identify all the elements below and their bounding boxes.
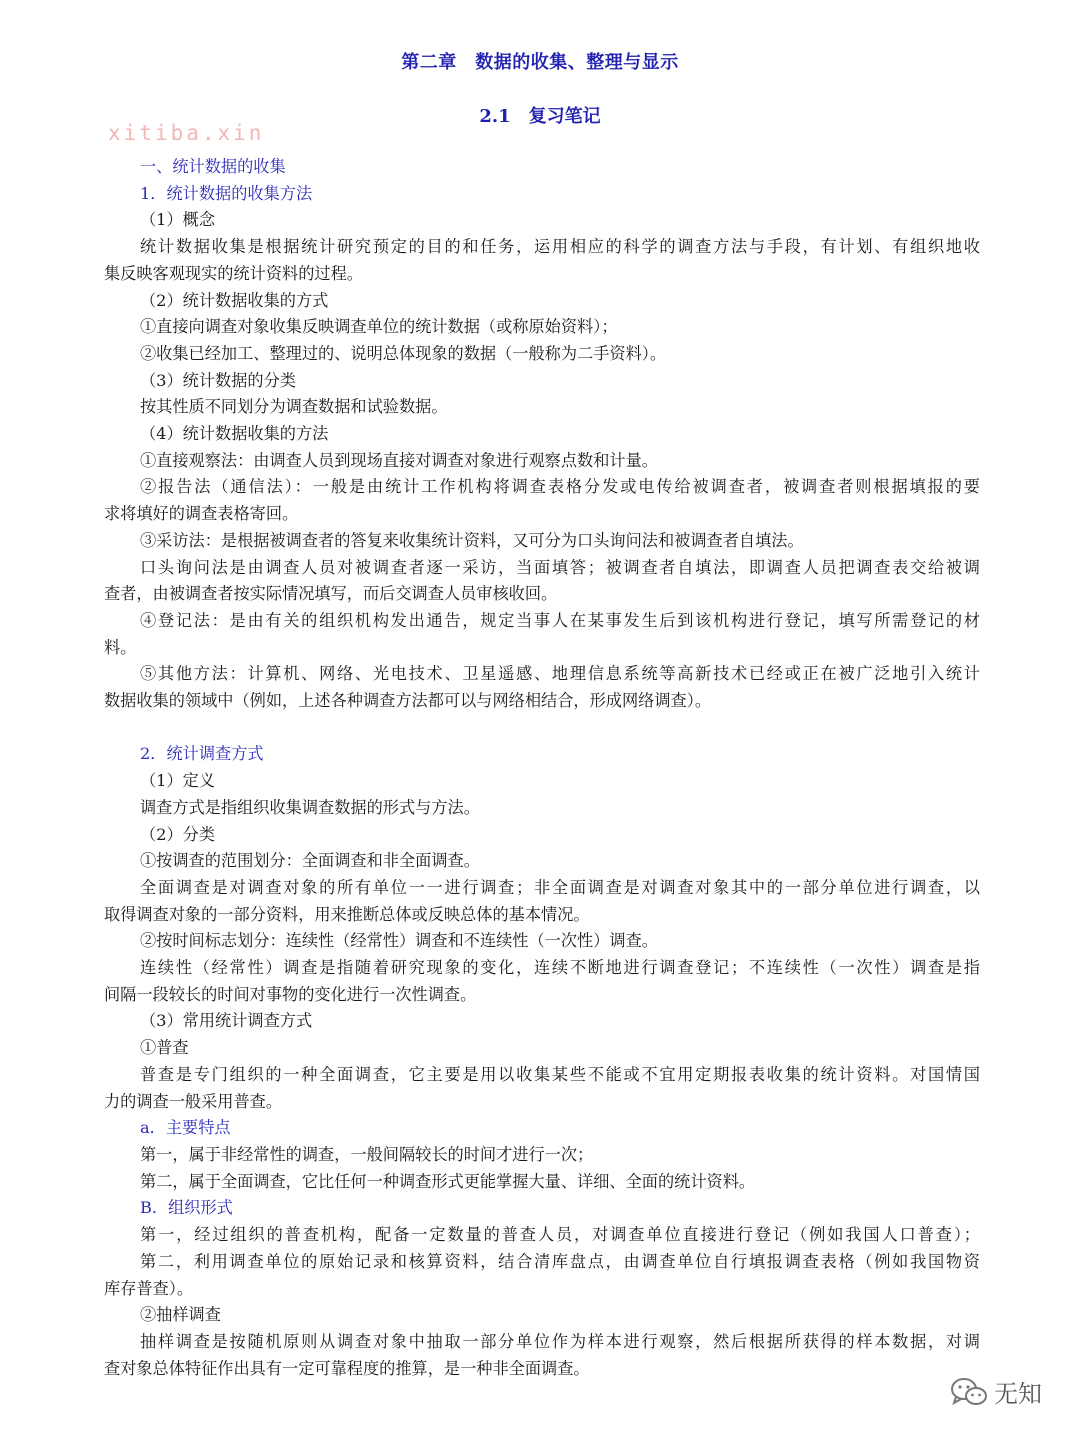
section-heading: 一、统计数据的收集 <box>140 157 286 176</box>
account-logo <box>950 1374 1042 1409</box>
text-line: 力的调查一般采用普查。 <box>104 1091 283 1111</box>
text-line: ②报告法（通信法）：一般是由统计工作机构将调查表格分发或电传给被调查者，被调查者则根据填报的要 <box>140 477 980 497</box>
text-line: （3）统计数据的分类 <box>140 370 296 390</box>
section-heading: 1．统计数据的收集方法 <box>140 183 313 203</box>
text-line: 统计数据收集是根据统计研究预定的目的和任务，运用相应的科学的调查方法与手段，有计划、有组织地收 <box>140 237 980 257</box>
text-line: 取得调查对象的一部分资料，用来推断总体或反映总体的基本情况。 <box>104 904 590 924</box>
section-heading: B．组织形式 <box>140 1198 233 1218</box>
text-line: （1）概念 <box>140 210 216 230</box>
section-heading: a．主要特点 <box>140 1118 231 1138</box>
text-line: 集反映客观现实的统计资料的过程。 <box>104 263 363 283</box>
text-line: （4）统计数据收集的方法 <box>140 424 329 444</box>
text-line: ①直接观察法：由调查人员到现场直接对调查对象进行观察点数和计量。 <box>140 450 658 470</box>
text-line: 按其性质不同划分为调查数据和试验数据。 <box>140 397 448 417</box>
text-line: ⑤其他方法：计算机、网络、光电技术、卫星遥感、地理信息系统等高新技术已经或正在被广泛地引入统计 <box>140 664 980 684</box>
text-line: ①普查 <box>140 1038 189 1058</box>
text-line: ①直接向调查对象收集反映调查单位的统计数据（或称原始资料）； <box>140 317 618 337</box>
text-line: ①按调查的范围划分：全面调查和非全面调查。 <box>140 851 480 871</box>
text-line: （2）分类 <box>140 824 216 844</box>
text-line: ③采访法：是根据被调查者的答复来收集统计资料，又可分为口头询问法和被调查者自填法。 <box>140 530 804 550</box>
wechat-icon <box>950 1376 988 1408</box>
text-line: （3）常用统计调查方式 <box>140 1011 313 1031</box>
text-line: ②抽样调查 <box>140 1305 221 1325</box>
text-line: 第一，经过组织的普查机构，配备一定数量的普查人员，对调查单位直接进行登记（例如我国人口普查）； <box>140 1225 980 1245</box>
text-line: ②收集已经加工、整理过的、说明总体现象的数据（一般称为二手资料）。 <box>140 343 667 363</box>
text-line: （2）统计数据收集的方式 <box>140 290 329 310</box>
text-line: 查者，由被调查者按实际情况填写，而后交调查人员审核收回。 <box>104 584 558 604</box>
text-line: 求将填好的调查表格寄回。 <box>104 504 299 524</box>
text-line: 调查方式是指组织收集调查数据的形式与方法。 <box>140 797 480 817</box>
text-line: 查对象总体特征作出具有一定可靠程度的推算，是一种非全面调查。 <box>104 1358 590 1378</box>
chapter-title: 第二章 数据的收集、整理与显示 <box>401 52 679 73</box>
text-line: 普查是专门组织的一种全面调查，它主要是用以收集某些不能或不宜用定期报表收集的统计资料。对国情国 <box>140 1064 980 1084</box>
text-line: 第一，属于非经常性的调查，一般间隔较长的时间才进行一次； <box>140 1145 594 1164</box>
text-line: 第二，利用调查单位的原始记录和核算资料，结合清库盘点，由调查单位自行填报调查表格（例如我国物资 <box>140 1251 980 1271</box>
text-line: 连续性（经常性）调查是指随着研究现象的变化，连续不断地进行调查登记；不连续性（一次性）调查是指 <box>140 958 980 978</box>
blank-line <box>104 715 980 742</box>
text-line: 数据收集的领域中（例如，上述各种调查方法都可以与网络相结合，形成网络调查）。 <box>104 691 712 711</box>
account-name: 无知 <box>994 1380 1042 1408</box>
text-line: 库存普查）。 <box>104 1278 194 1298</box>
text-line: 料。 <box>104 637 137 657</box>
section-heading: 2．统计调查方式 <box>140 744 264 764</box>
text-line: ②按时间标志划分：连续性（经常性）调查和不连续性（一次性）调查。 <box>140 931 658 951</box>
watermark: xitiba.xin <box>108 121 265 145</box>
text-line: 口头询问法是由调查人员对被调查者逐一采访，当面填答；被调查者自填法，即调查人员把调查表交给被调 <box>140 557 980 577</box>
text-line: ④登记法：是由有关的组织机构发出通告，规定当事人在某事发生后到该机构进行登记，填写所需登记的材 <box>140 610 980 630</box>
text-line: 全面调查是对调查对象的所有单位一一进行调查；非全面调查是对调查对象其中的一部分单位进行调查，以 <box>140 877 980 897</box>
text-line: 抽样调查是按随机原则从调查对象中抽取一部分单位作为样本进行观察，然后根据所获得的样本数据，对调 <box>140 1331 980 1351</box>
text-line: 第二，属于全面调查，它比任何一种调查形式更能掌握大量、详细、全面的统计资料。 <box>140 1171 756 1191</box>
text-line: 间隔一段较长的时间对事物的变化进行一次性调查。 <box>104 984 477 1004</box>
text-line: （1）定义 <box>140 771 216 791</box>
document-body <box>104 154 980 1382</box>
section-title: 2.1 复习笔记 <box>479 106 601 127</box>
